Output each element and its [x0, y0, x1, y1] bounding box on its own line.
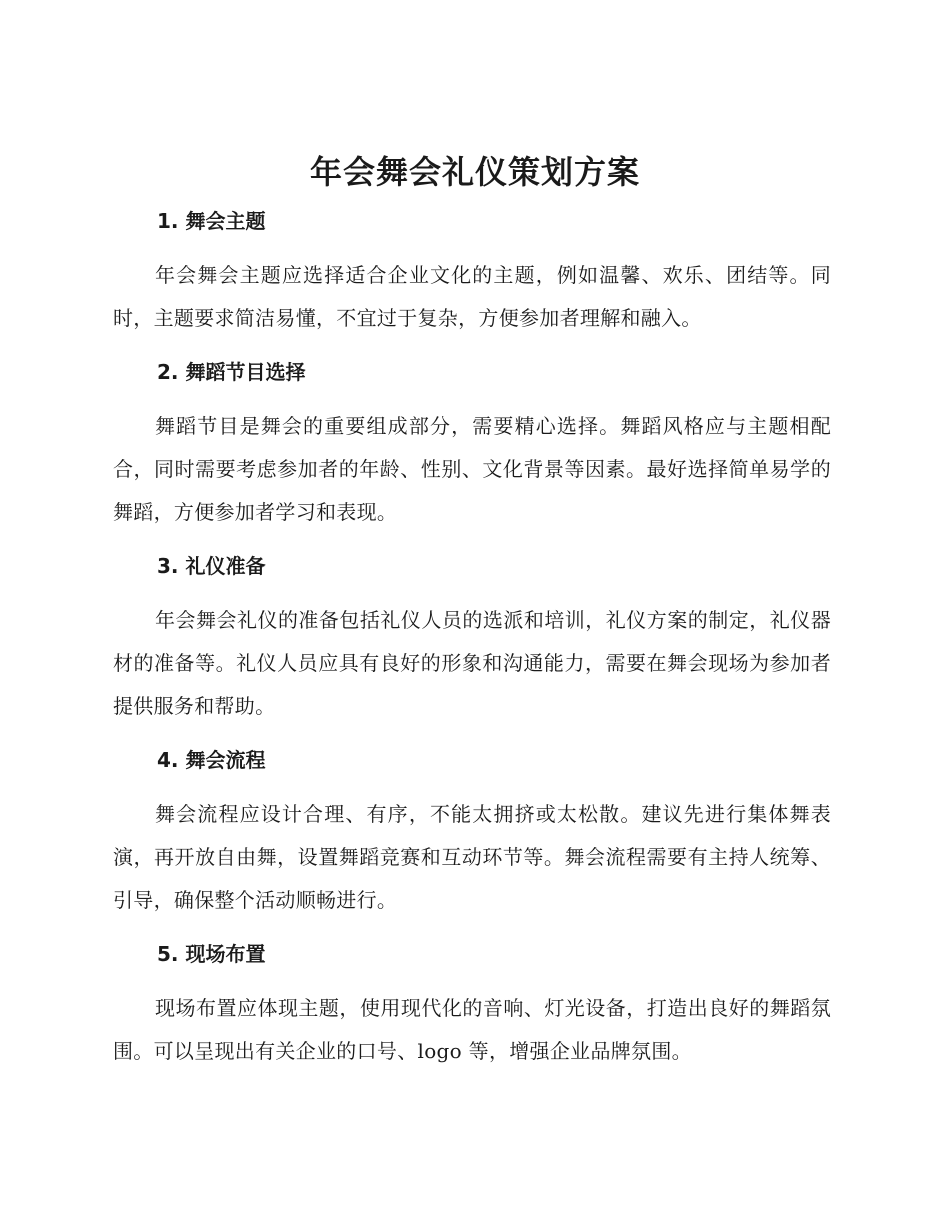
- section-body-venue-setup: 现场布置应体现主题，使用现代化的音响、灯光设备，打造出良好的舞蹈氛围。可以呈现出有关企业的口号、logo 等，增强企业品牌氛围。: [113, 996, 831, 1063]
- document-title: 年会舞会礼仪策划方案: [309, 153, 640, 191]
- section-body-program-flow: 舞会流程应设计合理、有序，不能太拥挤或太松散。建议先进行集体舞表演，再开放自由舞，设置舞蹈竞赛和互动环节等。舞会流程需要有主持人统筹、引导，确保整个活动顺畅进行。: [113, 802, 831, 912]
- section-body-etiquette-prep: 年会舞会礼仪的准备包括礼仪人员的选派和培训，礼仪方案的制定，礼仪器材的准备等。礼仪人员应具有良好的形象和沟通能力，需要在舞会现场为参加者提供服务和帮助。: [113, 608, 831, 718]
- section-body-dance-selection: 舞蹈节目是舞会的重要组成部分，需要精心选择。舞蹈风格应与主题相配合，同时需要考虑参加者的年龄、性别、文化背景等因素。最好选择简单易学的舞蹈，方便参加者学习和表现。: [113, 414, 831, 524]
- section-heading-venue-setup: 5. 现场布置: [157, 942, 266, 966]
- section-heading-dance-selection: 2. 舞蹈节目选择: [157, 360, 306, 384]
- section-heading-theme: 1. 舞会主题: [157, 209, 266, 233]
- section-heading-etiquette-prep: 3. 礼仪准备: [157, 554, 266, 578]
- section-body-theme: 年会舞会主题应选择适合企业文化的主题，例如温馨、欢乐、团结等。同时，主题要求简洁易懂，不宜过于复杂，方便参加者理解和融入。: [113, 263, 831, 330]
- section-heading-program-flow: 4. 舞会流程: [157, 748, 266, 772]
